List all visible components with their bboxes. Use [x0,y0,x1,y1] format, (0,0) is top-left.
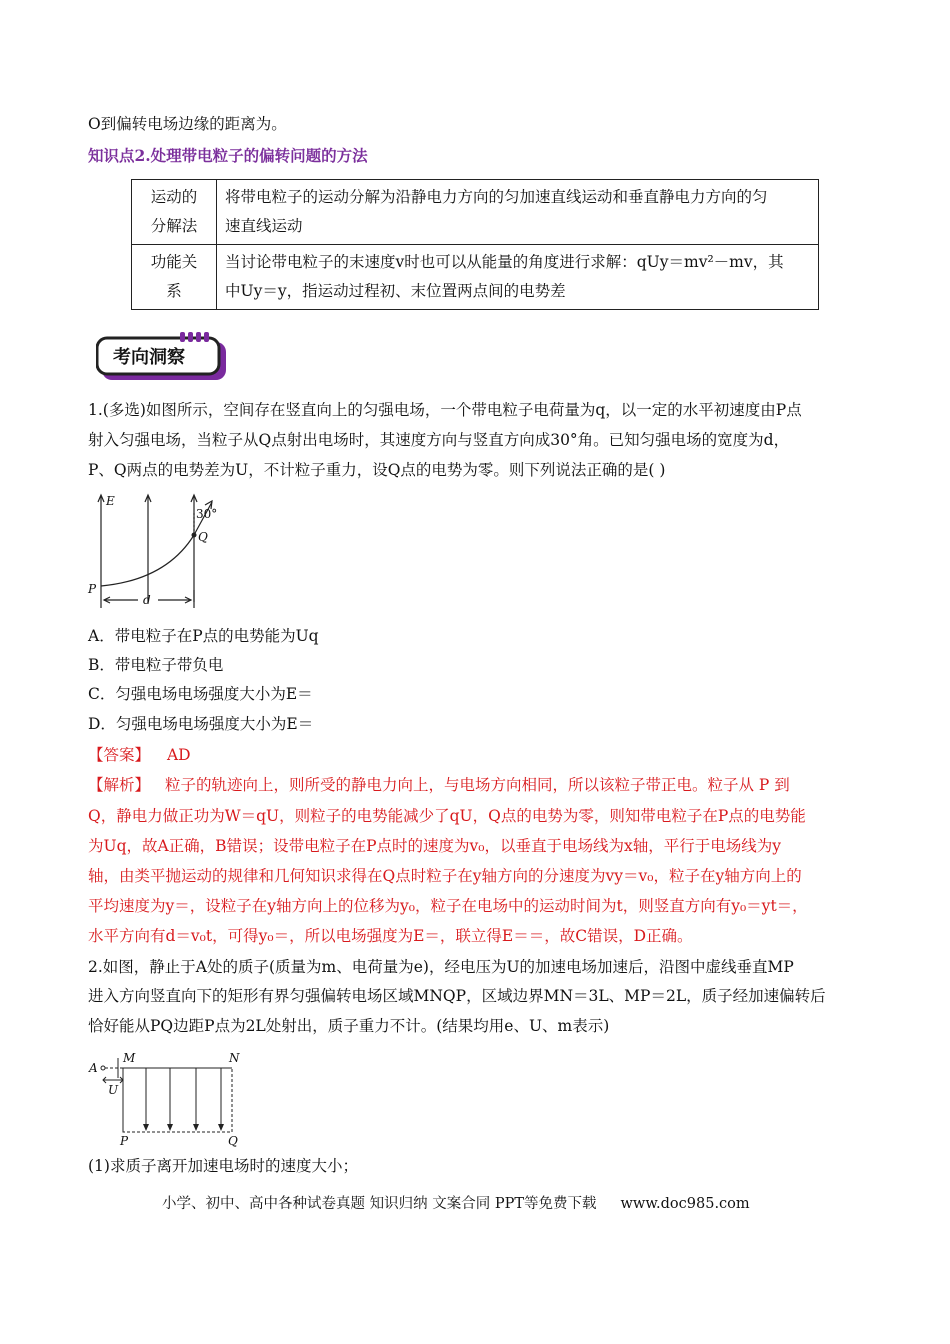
section-banner [96,332,228,382]
content-line: 将带电粒子的运动分解为沿静电力方向的匀加速直线运动和垂直静电力方向的匀 [225,188,768,206]
table-row-content [217,180,819,245]
analysis-line: 水平方向有d＝v₀t，可得y₀＝，所以电场强度为E＝，联立得E＝＝，故C错误，D正确。 [88,927,693,945]
analysis-line [88,775,868,795]
content-line: 中Uy＝y，指运动过程初、末位置两点间的电势差 [225,282,566,300]
knowledge-heading: 知识点2.处理带电粒子的偏转问题的方法 [88,146,368,165]
table-row-header [132,180,217,245]
label-N: N [229,1051,240,1065]
content-line: 速直线运动 [225,217,303,235]
answer-line [88,745,868,765]
q2-line: 进入方向竖直向下的矩形有界匀强偏转电场区域MNQP，区域边界MN＝3L、MP＝2L，质子经加速偏转后 [88,987,826,1005]
header-line: 系 [166,282,182,300]
banner-label: 考向洞察 [113,347,185,368]
answer-value: AD [166,746,191,764]
analysis-text: 粒子的轨迹向上，则所受的静电力向上，与电场方向相同，所以该粒子带正电。粒子从 P 到 [164,776,790,794]
label-E: E [106,494,115,508]
q2-sub1: (1)求质子离开加速电场时的速度大小； [88,1157,358,1175]
header-line: 功能关 [150,253,198,271]
q2-figure [86,1050,246,1148]
label-Q: Q [198,530,208,544]
answer-tag: 【答案】 [88,746,151,764]
footer-text: 小学、初中、高中各种试卷真题 知识归纳 文案合同 PPT等免费下载 [162,1196,597,1212]
label-P: P [120,1134,129,1148]
option-b: B．带电粒子带负电 [88,656,224,674]
label-Q: Q [228,1134,238,1148]
q2-line: 恰好能从PQ边距P点为2L处射出，质子重力不计。(结果均用e、U、m表示) [88,1017,610,1035]
analysis-line: Q，静电力做正功为W＝qU，则粒子的电势能减少了qU，Q点的电势为零，则知带电粒子在P点的电势能 [88,807,806,825]
analysis-line: 平均速度为y＝，设粒子在y轴方向上的位移为y₀，粒子在电场中的运动时间为t，则竖直方向有y₀＝yt＝， [88,897,808,915]
analysis-tag: 【解析】 [88,776,151,794]
table-row-content [217,245,819,310]
q2-line: 2.如图，静止于A处的质子(质量为m、电荷量为e)，经电压为U的加速电场加速后，沿图中虚线垂直MP [88,958,794,976]
q1-figure [86,490,226,612]
label-A: A [89,1061,98,1075]
label-d: d [143,593,151,607]
analysis-line: 为Uq，故A正确，B错误；设带电粒子在P点时的速度为v₀，以垂直于电场线为x轴，平行于电场线为y [88,837,781,855]
label-M: M [123,1051,136,1065]
header-line: 运动的 [150,188,198,206]
content-line: 当讨论带电粒子的末速度v时也可以从能量的角度进行求解：qUy＝mv²－mv，其 [225,253,784,271]
label-P: P [88,582,97,596]
analysis-line: 轴，由类平抛运动的规律和几何知识求得在Q点时粒子在y轴方向的分速度为vy＝v₀，粒子在y轴方向上的 [88,867,802,885]
q1-line: P、Q两点的电势差为U，不计粒子重力，设Q点的电势为零。则下列说法正确的是( ) [88,461,666,479]
table-row [132,245,819,310]
table-row-header [132,245,217,310]
q1-line: 射入匀强电场，当粒子从Q点射出电场时，其速度方向与竖直方向成30°角。已知匀强电场的宽度为d， [88,431,790,449]
table-row [132,180,819,245]
label-U: U [108,1083,119,1097]
footer-url[interactable]: www.doc985.com [620,1196,750,1212]
option-a: A．带电粒子在P点的电势能为Uq [88,627,319,645]
intro-line: O到偏转电场边缘的距离为。 [88,115,287,133]
q1-line: 1.(多选)如图所示，空间存在竖直向上的匀强电场，一个带电粒子电荷量为q，以一定的水平初速度由P点 [88,401,802,419]
option-d: D．匀强电场电场强度大小为E＝ [88,715,314,733]
label-angle: 30° [196,507,218,521]
option-c: C．匀强电场电场强度大小为E＝ [88,685,313,703]
method-table [131,179,819,310]
header-line: 分解法 [150,217,198,235]
footer [162,1192,750,1213]
